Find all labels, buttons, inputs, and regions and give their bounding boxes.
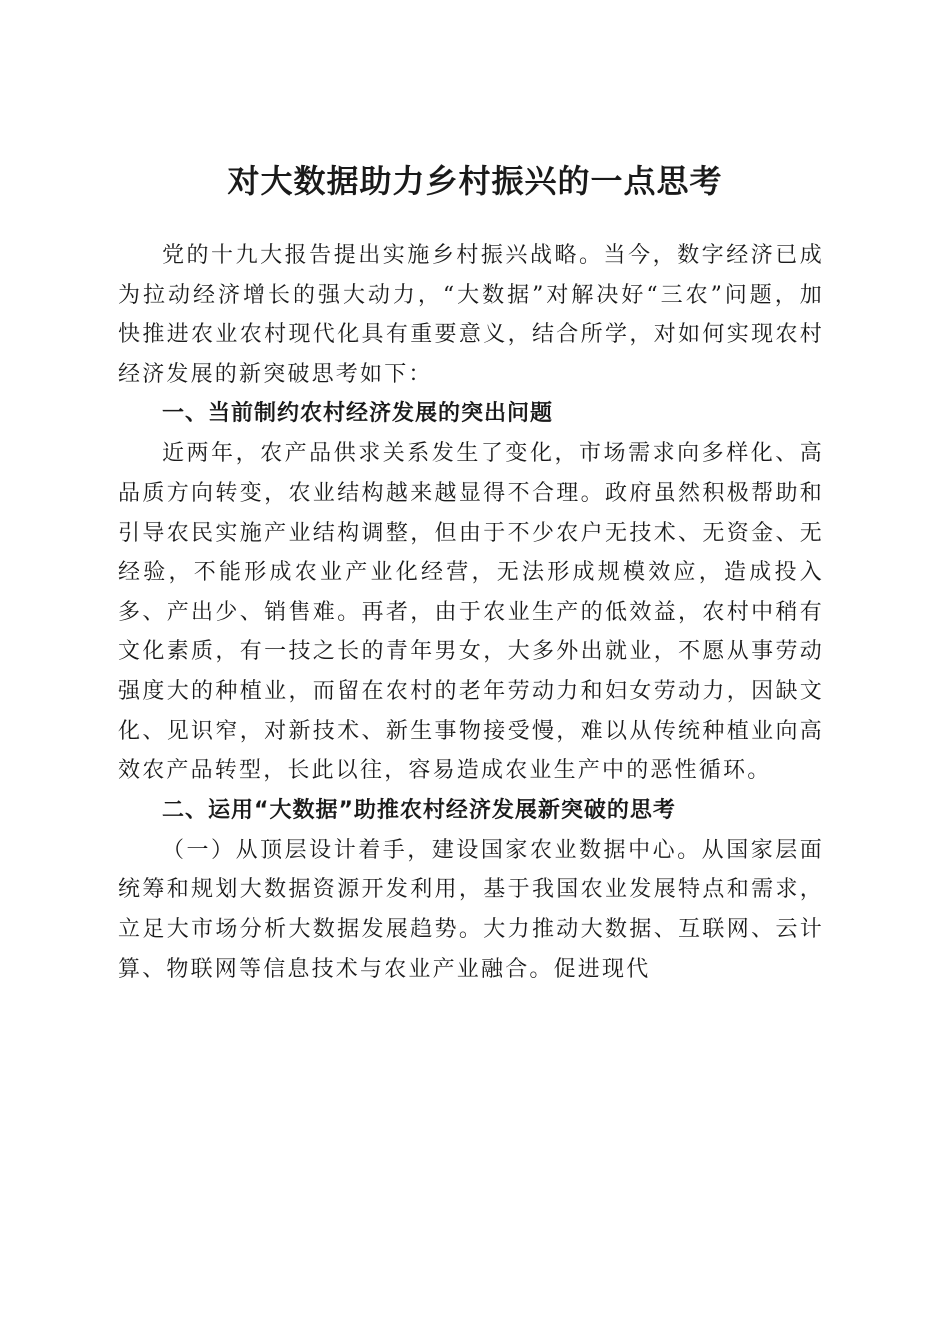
section-1-heading: 一、当前制约农村经济发展的突出问题 <box>162 401 554 427</box>
document-body <box>118 236 824 989</box>
intro-paragraph: 党的十九大报告提出实施乡村振兴战略。当今，数字经济已成为拉动经济增长的强大动力，“大数据”对解决好“三农”问题，加快推进农业农村现代化具有重要意义，结合所学，对如何实现农村经济发展的新突破思考如下： <box>118 243 824 387</box>
section-2-paragraph: （一）从顶层设计着手，建设国家农业数据中心。从国家层面统筹和规划大数据资源开发利用，基于我国农业发展特点和需求，立足大市场分析大数据发展趋势。大力推动大数据、互联网、云计算、物联网等信息技术与农业产业融合。促进现代 <box>118 837 824 982</box>
document-title: 对大数据助力乡村振兴的一点思考 <box>227 162 723 201</box>
section-1-paragraph: 近两年，农产品供求关系发生了变化，市场需求向多样化、高品质方向转变，农业结构越来越显得不合理。政府虽然积极帮助和引导农民实施产业结构调整，但由于不少农户无技术、无资金、无经验，不能形成农业产业化经营，无法形成规模效应，造成投入多、产出少、销售难。再者，由于农业生产的低效益，农村中稍有文化素质，有一技之长的青年男女，大多外出就业，不愿从事劳动强度大的种植业，而留在农村的老年劳动力和妇女劳动力，因缺文化、见识窄，对新技术、新生事物接受慢，难以从传统种植业向高效农产品转型，长此以往，容易造成农业生产中的恶性循环。 <box>118 441 824 784</box>
section-2-heading: 二、运用“大数据”助推农村经济发展新突破的思考 <box>162 797 676 823</box>
